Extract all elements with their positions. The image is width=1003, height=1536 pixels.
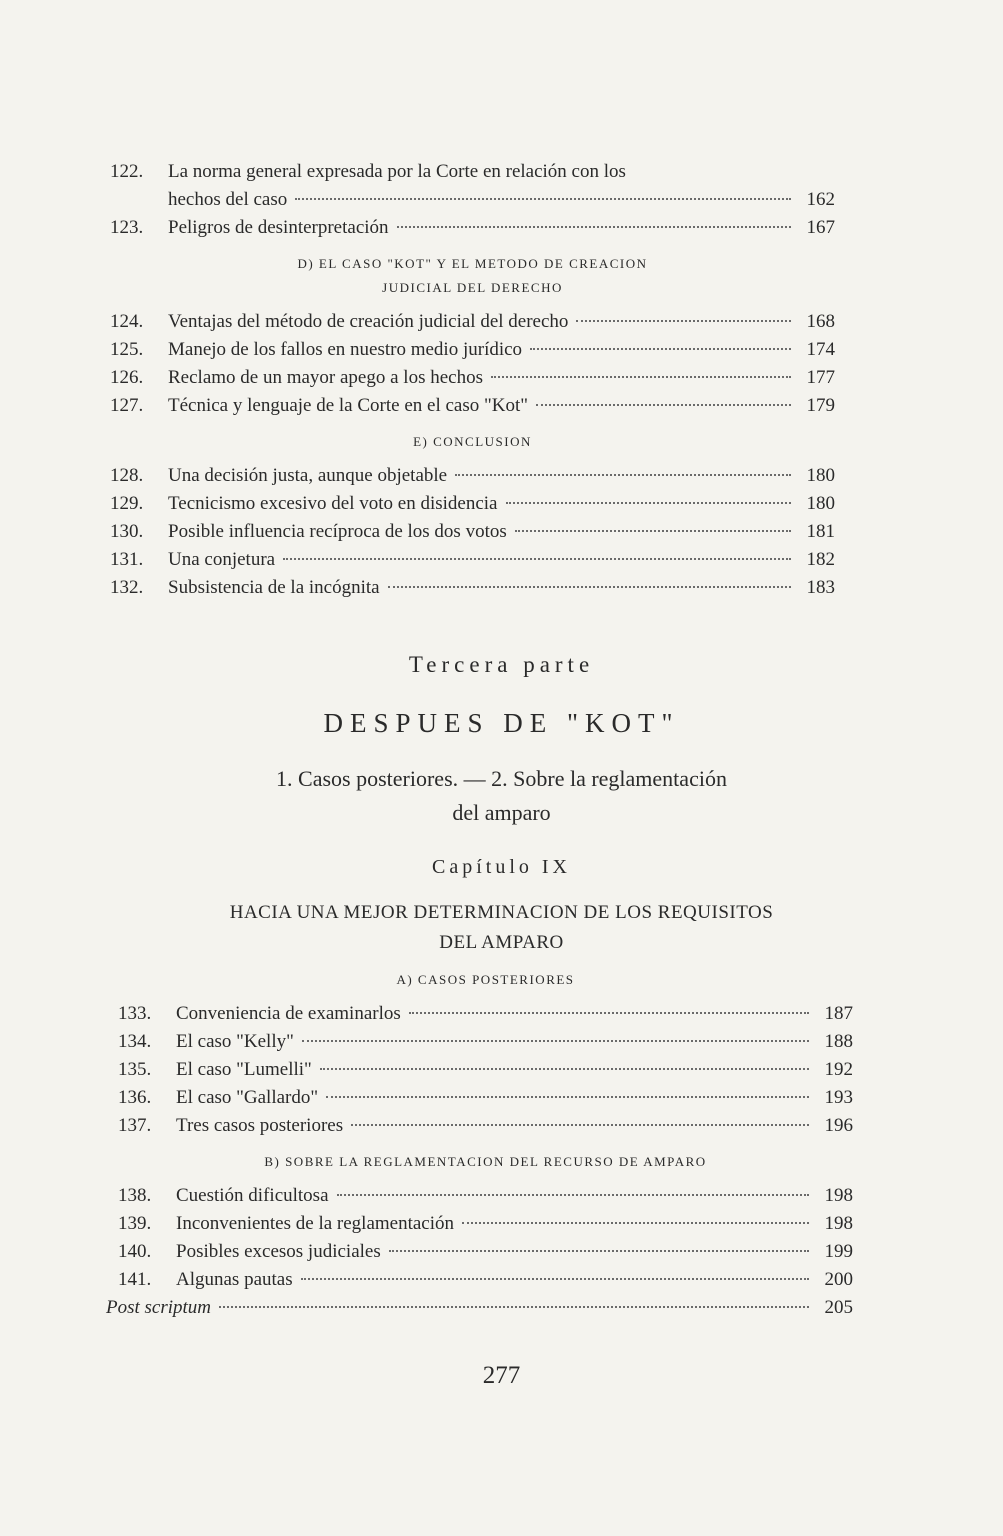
entry-number: 127. bbox=[110, 395, 144, 416]
leader-dots bbox=[320, 1068, 809, 1070]
leader-dots bbox=[576, 320, 791, 322]
entry-text: El caso "Kelly" bbox=[176, 1031, 294, 1052]
entry-number: 134. bbox=[118, 1031, 152, 1052]
toc-entry bbox=[110, 546, 835, 574]
leader-dots bbox=[389, 1250, 809, 1252]
part-label: Tercera parte bbox=[408, 652, 595, 677]
entry-text: Algunas pautas bbox=[176, 1269, 293, 1290]
entry-text: Subsistencia de la incógnita bbox=[168, 577, 380, 598]
entry-page: 192 bbox=[824, 1059, 853, 1080]
toc-entry bbox=[110, 308, 835, 336]
entry-page: 196 bbox=[824, 1115, 853, 1136]
entry-number: 140. bbox=[118, 1241, 152, 1262]
entry-text: Reclamo de un mayor apego a los hechos bbox=[168, 367, 483, 388]
section-heading bbox=[110, 252, 835, 300]
leader-dots bbox=[302, 1040, 809, 1042]
entry-text: El caso "Gallardo" bbox=[176, 1087, 319, 1108]
entry-page: 205 bbox=[824, 1297, 853, 1318]
toc-entry bbox=[110, 462, 835, 490]
part-subtitle bbox=[0, 762, 1003, 830]
entry-number: 137. bbox=[118, 1115, 152, 1136]
toc-entry bbox=[110, 364, 835, 392]
entry-number: 132. bbox=[110, 577, 144, 598]
entry-number: 141. bbox=[118, 1269, 152, 1290]
entry-number: 133. bbox=[118, 1003, 152, 1024]
entry-text: La norma general expresada por la Corte en relación con los bbox=[168, 161, 626, 182]
leader-dots bbox=[506, 502, 792, 504]
entry-page: 182 bbox=[806, 549, 835, 570]
entry-number: 126. bbox=[110, 367, 144, 388]
leader-dots bbox=[219, 1306, 809, 1308]
section-heading bbox=[110, 430, 835, 454]
leader-dots bbox=[515, 530, 791, 532]
entry-text: Tecnicismo excesivo del voto en disidencia bbox=[168, 493, 498, 514]
toc-upper-block bbox=[110, 158, 835, 602]
entry-page: 183 bbox=[806, 577, 835, 598]
entry-page: 198 bbox=[824, 1213, 853, 1234]
entry-number: 129. bbox=[110, 493, 144, 514]
entry-page: 181 bbox=[806, 521, 835, 542]
toc-entry bbox=[110, 518, 835, 546]
entry-number: 122. bbox=[110, 161, 144, 182]
leader-dots bbox=[326, 1096, 809, 1098]
leader-dots bbox=[295, 198, 791, 200]
entry-number: 131. bbox=[110, 549, 144, 570]
entry-number: 123. bbox=[110, 217, 144, 238]
toc-entry bbox=[110, 158, 835, 186]
toc-lower-block bbox=[106, 968, 853, 1322]
entry-number: 136. bbox=[118, 1087, 152, 1108]
entry-text: Una conjetura bbox=[168, 549, 276, 570]
entry-text: Ventajas del método de creación judicial del derecho bbox=[168, 311, 569, 332]
toc-entry bbox=[110, 336, 835, 364]
toc-entry-postscript bbox=[106, 1294, 853, 1322]
entry-text: Posible influencia recíproca de los dos votos bbox=[168, 521, 507, 542]
entry-text: Manejo de los fallos en nuestro medio jurídico bbox=[168, 339, 523, 360]
part-subtitle-line: del amparo bbox=[452, 800, 551, 825]
chapter-label: Capítulo IX bbox=[432, 856, 571, 878]
chapter-title bbox=[0, 898, 1003, 958]
toc-entry bbox=[110, 490, 835, 518]
entry-page: 179 bbox=[806, 395, 835, 416]
leader-dots bbox=[462, 1222, 809, 1224]
toc-entry bbox=[118, 1028, 853, 1056]
postscript-text: Post scriptum bbox=[106, 1297, 212, 1318]
toc-entry bbox=[118, 1238, 853, 1266]
entry-number: 125. bbox=[110, 339, 144, 360]
entry-page: 177 bbox=[806, 367, 835, 388]
entry-number: 128. bbox=[110, 465, 144, 486]
section-heading bbox=[118, 968, 853, 992]
leader-dots bbox=[337, 1194, 809, 1196]
toc-entry bbox=[118, 1084, 853, 1112]
entry-page: 180 bbox=[806, 493, 835, 514]
entry-number: 139. bbox=[118, 1213, 152, 1234]
entry-number: 124. bbox=[110, 311, 144, 332]
toc-entry bbox=[118, 1266, 853, 1294]
part-subtitle-line: 1. Casos posteriores. — 2. Sobre la reglamentación bbox=[276, 766, 727, 791]
section-heading-line: B) SOBRE LA REGLAMENTACION DEL RECURSO DE AMPARO bbox=[264, 1154, 707, 1169]
section-heading-line: D) EL CASO "KOT" Y EL METODO DE CREACION bbox=[297, 256, 648, 271]
entry-text: El caso "Lumelli" bbox=[176, 1059, 312, 1080]
toc-entry bbox=[110, 574, 835, 602]
leader-dots bbox=[491, 376, 791, 378]
leader-dots bbox=[397, 226, 791, 228]
leader-dots bbox=[351, 1124, 809, 1126]
entry-page: 168 bbox=[806, 311, 835, 332]
leader-dots bbox=[455, 474, 791, 476]
toc-entry bbox=[118, 1210, 853, 1238]
entry-text: Cuestión dificultosa bbox=[176, 1185, 329, 1206]
toc-entry bbox=[118, 1000, 853, 1028]
entry-page: 167 bbox=[806, 217, 835, 238]
entry-number: 138. bbox=[118, 1185, 152, 1206]
entry-page: 188 bbox=[824, 1031, 853, 1052]
leader-dots bbox=[409, 1012, 809, 1014]
part-title: DESPUES DE "KOT" bbox=[323, 708, 680, 738]
page-number: 277 bbox=[482, 1362, 521, 1389]
entry-page: 198 bbox=[824, 1185, 853, 1206]
toc-entry bbox=[118, 1182, 853, 1210]
leader-dots bbox=[536, 404, 791, 406]
entry-text: Conveniencia de examinarlos bbox=[176, 1003, 401, 1024]
toc-entry bbox=[118, 1056, 853, 1084]
entry-page: 199 bbox=[824, 1241, 853, 1262]
leader-dots bbox=[388, 586, 791, 588]
entry-page: 187 bbox=[824, 1003, 853, 1024]
toc-entry bbox=[110, 214, 835, 242]
toc-entry bbox=[118, 1112, 853, 1140]
entry-text: Técnica y lenguaje de la Corte en el caso "Kot" bbox=[168, 395, 528, 416]
section-heading-line: E) CONCLUSION bbox=[413, 434, 532, 449]
entry-page: 193 bbox=[824, 1087, 853, 1108]
entry-text: Peligros de desinterpretación bbox=[168, 217, 389, 238]
entry-page: 200 bbox=[824, 1269, 853, 1290]
entry-text: Inconvenientes de la reglamentación bbox=[176, 1213, 455, 1234]
chapter-title-line: DEL AMPARO bbox=[439, 932, 564, 953]
chapter-title-line: HACIA UNA MEJOR DETERMINACION DE LOS REQUISITOS bbox=[229, 902, 774, 923]
toc-entry-continuation bbox=[110, 186, 835, 214]
entry-page: 174 bbox=[806, 339, 835, 360]
entry-page: 162 bbox=[806, 189, 835, 210]
section-heading bbox=[118, 1150, 853, 1174]
entry-number: 130. bbox=[110, 521, 144, 542]
entry-page: 180 bbox=[806, 465, 835, 486]
toc-entry bbox=[110, 392, 835, 420]
entry-text: Tres casos posteriores bbox=[176, 1115, 344, 1136]
leader-dots bbox=[530, 348, 791, 350]
entry-text: hechos del caso bbox=[168, 189, 288, 210]
entry-number: 135. bbox=[118, 1059, 152, 1080]
leader-dots bbox=[283, 558, 791, 560]
entry-text: Posibles excesos judiciales bbox=[176, 1241, 381, 1262]
section-heading-line: JUDICIAL DEL DERECHO bbox=[382, 280, 563, 295]
entry-text: Una decisión justa, aunque objetable bbox=[168, 465, 448, 486]
leader-dots bbox=[301, 1278, 809, 1280]
section-heading-line: A) CASOS POSTERIORES bbox=[396, 972, 575, 987]
